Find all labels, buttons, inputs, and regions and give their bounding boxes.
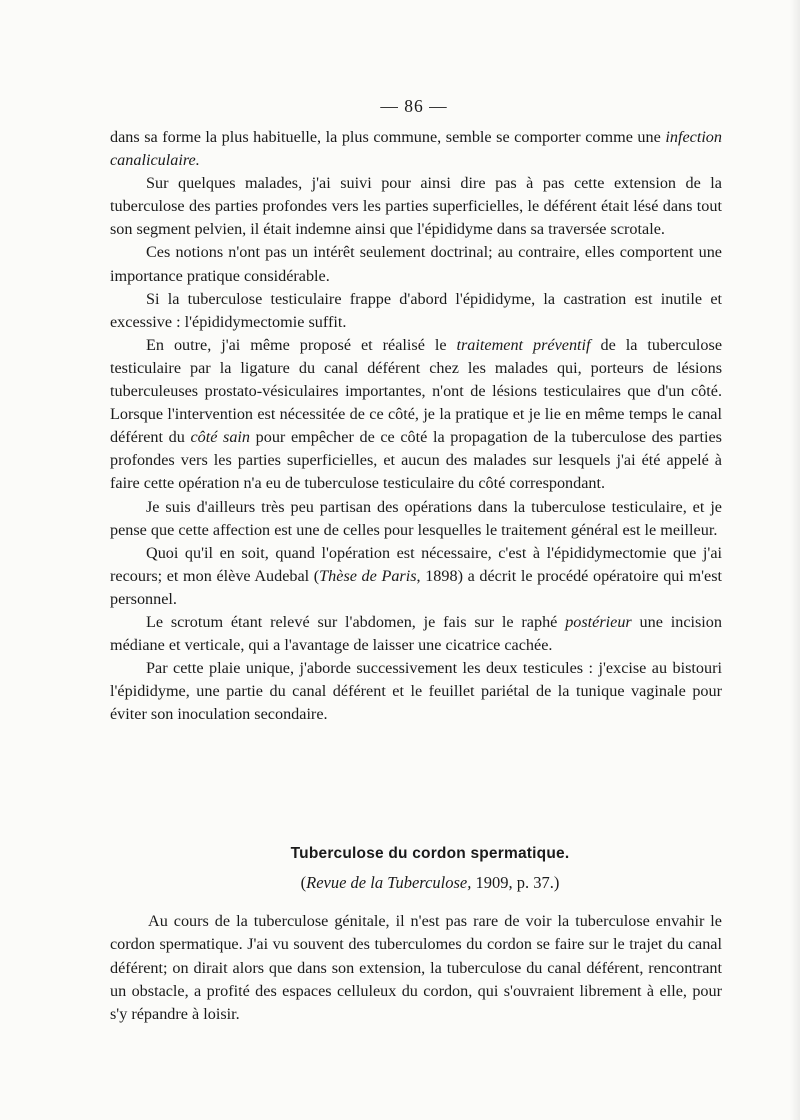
text-run: Au cours de la tuberculose génitale, il n'est pas rare de voir la tuberculose envahir le cordon spermatique. J'ai vu souvent des tuberculomes du cordon se faire sur le trajet du canal déférent; on dirait alors que dans son extension, la tuberculose du canal déférent, rencontrant un obstacle, a profité des espaces celluleux du cordon, qui s'ouvraient librement à elle, pour s'y répandre à loisir. [110,912,722,1024]
section-text [110,910,722,1026]
text-run: En outre, j'ai même proposé et réalisé le [146,335,457,354]
page-edge-shadow [790,0,800,1120]
paragraph [110,241,722,287]
section-title: Tuberculose du cordon spermatique. [290,845,570,862]
text-run: Quoi qu'il en soit, quand l'opération est nécessaire, c'est à l'épididymectomie que j'ai recours; et mon élève Audebal ( [110,543,722,585]
text-run: Sur quelques malades, j'ai suivi pour ainsi dire pas à pas cette extension de la tuberculose des parties profondes vers les parties superficielles, le déférent était lésé dans tout son segment pelvien, il était indemne ainsi que l'épididyme dans sa traversée scrotale. [110,174,722,239]
italic-text: infection canaliculaire. [110,128,722,170]
text-run: de la tuberculose testiculaire par la ligature du canal déférent chez les malades qui, porteurs de lésions tuberculeuses prostato-vésiculaires importantes, n'ont de lésions testiculaires que d'un côté. Lorsque l'intervention est nécessitée de ce côté, je la pratique et je lie en même temps le canal déférent du [110,335,723,447]
text-run: Ces notions n'ont pas un intérêt seulement doctrinal; au contraire, elles comportent une importance pratique considérable. [110,243,722,285]
paragraph [110,657,722,726]
paragraph [110,496,722,542]
section-source [110,873,722,893]
paragraph [110,288,722,334]
paragraph [110,126,722,172]
text-run: Je suis d'ailleurs très peu partisan des opérations dans la tuberculose testiculaire, et je pense que cette affection est une de celles pour lesquelles le traitement général est le meilleur. [110,497,722,539]
italic-text: postérieur [565,612,632,631]
source-open-paren: ( [300,873,307,892]
paragraph [110,910,722,1026]
italic-text: Thèse de Paris [319,566,417,585]
text-run: Si la tuberculose testiculaire frappe d'abord l'épididyme, la castration est inutile et excessive : l'épididymectomie suffit. [110,289,722,331]
paragraph [110,172,722,241]
paragraph [110,611,722,657]
paragraph [110,334,722,496]
page-number: — 86 — [380,96,448,116]
main-text [110,126,722,726]
source-details: 1909, p. 37.) [471,873,560,892]
text-run: une incision médiane et verticale, qui a l'avantage de laisser une cicatrice cachée. [110,612,722,655]
text-run: Par cette plaie unique, j'aborde successivement les deux testicules : j'excise au bistouri l'épididyme, une partie du canal déférent et le feuillet pariétal de la tunique vaginale pour éviter son inoculation secondaire. [110,659,722,724]
italic-text: traitement préventif [456,335,591,354]
text-run: Le scrotum étant relevé sur l'abdomen, je fais sur le raphé [146,612,566,631]
text-run: dans sa forme la plus habituelle, la plus commune, semble se comporter comme une [110,128,666,146]
paragraph [110,542,722,611]
text-run: pour empêcher de ce côté la propagation de la tuberculose des parties profondes vers les parties superficielles, et aucun des malades sur lesquels j'ai été appelé à faire cette opération n'a eu de tuberculose testiculaire du côté correspondant. [110,428,722,493]
text-run: , 1898) a décrit le procédé opératoire qui m'est personnel. [110,566,723,608]
italic-text: côté sain [190,428,251,447]
source-journal: Revue de la Tuberculose, [306,873,472,892]
